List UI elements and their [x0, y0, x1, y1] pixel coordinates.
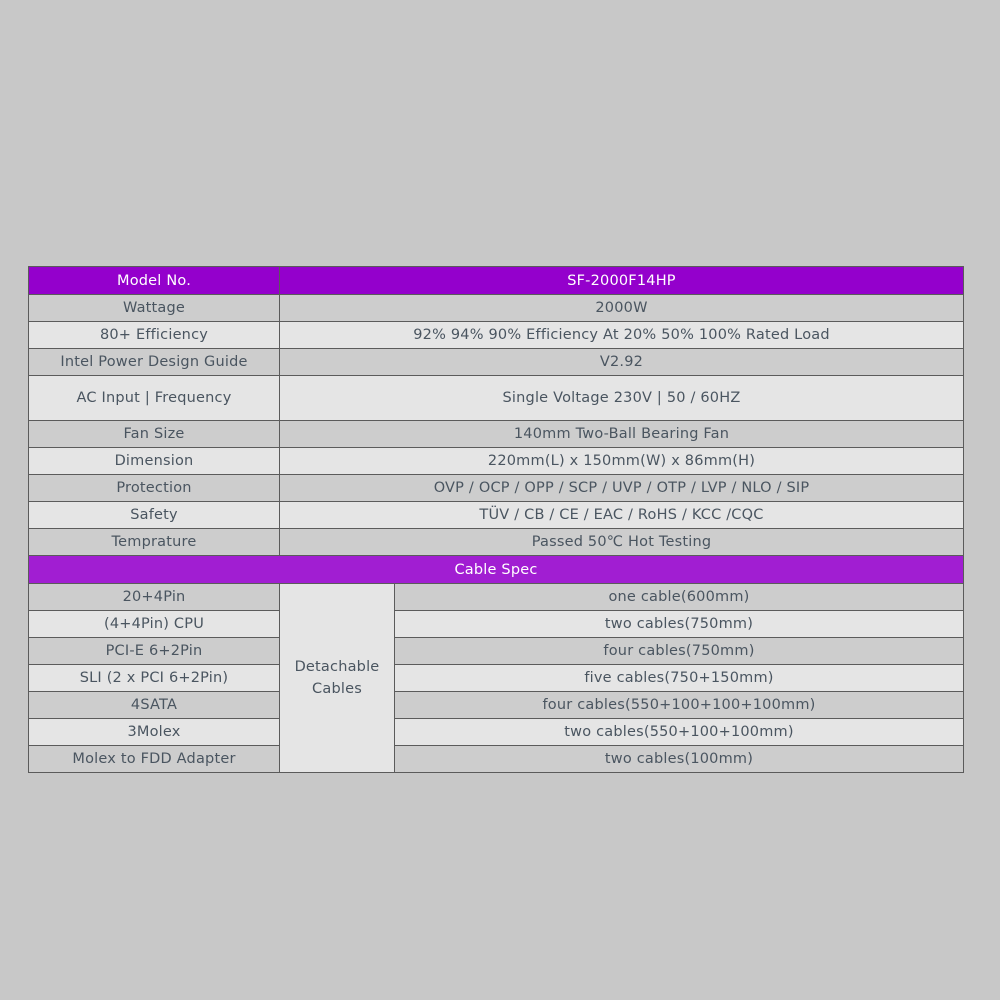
header-row: [29, 267, 964, 295]
spec-value: Single Voltage 230V | 50 / 60HZ: [280, 376, 964, 421]
spec-row-intel-guide: [29, 349, 964, 376]
spec-label: Protection: [29, 475, 280, 502]
cable-label: PCI-E 6+2Pin: [29, 638, 280, 665]
spec-label: Safety: [29, 502, 280, 529]
spec-value: OVP / OCP / OPP / SCP / UVP / OTP / LVP / NLO / SIP: [280, 475, 964, 502]
spec-value: Passed 50℃ Hot Testing: [280, 529, 964, 556]
model-label: Model No.: [29, 267, 280, 295]
spec-row-fan-size: [29, 421, 964, 448]
spec-label: AC Input | Frequency: [29, 376, 280, 421]
cable-row: [29, 665, 964, 692]
spec-row-safety: [29, 502, 964, 529]
spec-label: 80+ Efficiency: [29, 322, 280, 349]
spec-value: 220mm(L) x 150mm(W) x 86mm(H): [280, 448, 964, 475]
cable-label: Molex to FDD Adapter: [29, 746, 280, 773]
cable-label: (4+4Pin) CPU: [29, 611, 280, 638]
spec-label: Fan Size: [29, 421, 280, 448]
cable-row: [29, 692, 964, 719]
cable-value: five cables(750+150mm): [395, 665, 964, 692]
spec-table: [28, 266, 964, 773]
cable-value: one cable(600mm): [395, 584, 964, 611]
cable-value: two cables(750mm): [395, 611, 964, 638]
spec-value: V2.92: [280, 349, 964, 376]
group-label-line1: Detachable: [294, 659, 380, 675]
cable-row: [29, 611, 964, 638]
cable-label: 4SATA: [29, 692, 280, 719]
cable-row: [29, 746, 964, 773]
cable-row: [29, 584, 964, 611]
group-label-line2: Cables: [312, 681, 362, 697]
spec-label: Dimension: [29, 448, 280, 475]
detachable-cables-cell: [280, 584, 395, 773]
cable-value: four cables(750mm): [395, 638, 964, 665]
cable-value: four cables(550+100+100+100mm): [395, 692, 964, 719]
spec-label: Wattage: [29, 295, 280, 322]
cable-spec-header: [29, 556, 964, 584]
spec-label: Intel Power Design Guide: [29, 349, 280, 376]
cable-spec-title: Cable Spec: [29, 556, 964, 584]
spec-value: 92% 94% 90% Efficiency At 20% 50% 100% Rated Load: [280, 322, 964, 349]
spec-row-efficiency: [29, 322, 964, 349]
cable-label: 3Molex: [29, 719, 280, 746]
spec-value: 2000W: [280, 295, 964, 322]
cable-value: two cables(550+100+100mm): [395, 719, 964, 746]
spec-value: TÜV / CB / CE / EAC / RoHS / KCC /CQC: [280, 502, 964, 529]
cable-label: SLI (2 x PCI 6+2Pin): [29, 665, 280, 692]
spec-row-temperature: [29, 529, 964, 556]
cable-value: two cables(100mm): [395, 746, 964, 773]
spec-row-wattage: [29, 295, 964, 322]
model-value: SF-2000F14HP: [280, 267, 964, 295]
spec-label: Temprature: [29, 529, 280, 556]
spec-row-ac-input: [29, 376, 964, 421]
spec-row-dimension: [29, 448, 964, 475]
spec-value: 140mm Two-Ball Bearing Fan: [280, 421, 964, 448]
cable-row: [29, 719, 964, 746]
spec-row-protection: [29, 475, 964, 502]
cable-label: 20+4Pin: [29, 584, 280, 611]
cable-row: [29, 638, 964, 665]
